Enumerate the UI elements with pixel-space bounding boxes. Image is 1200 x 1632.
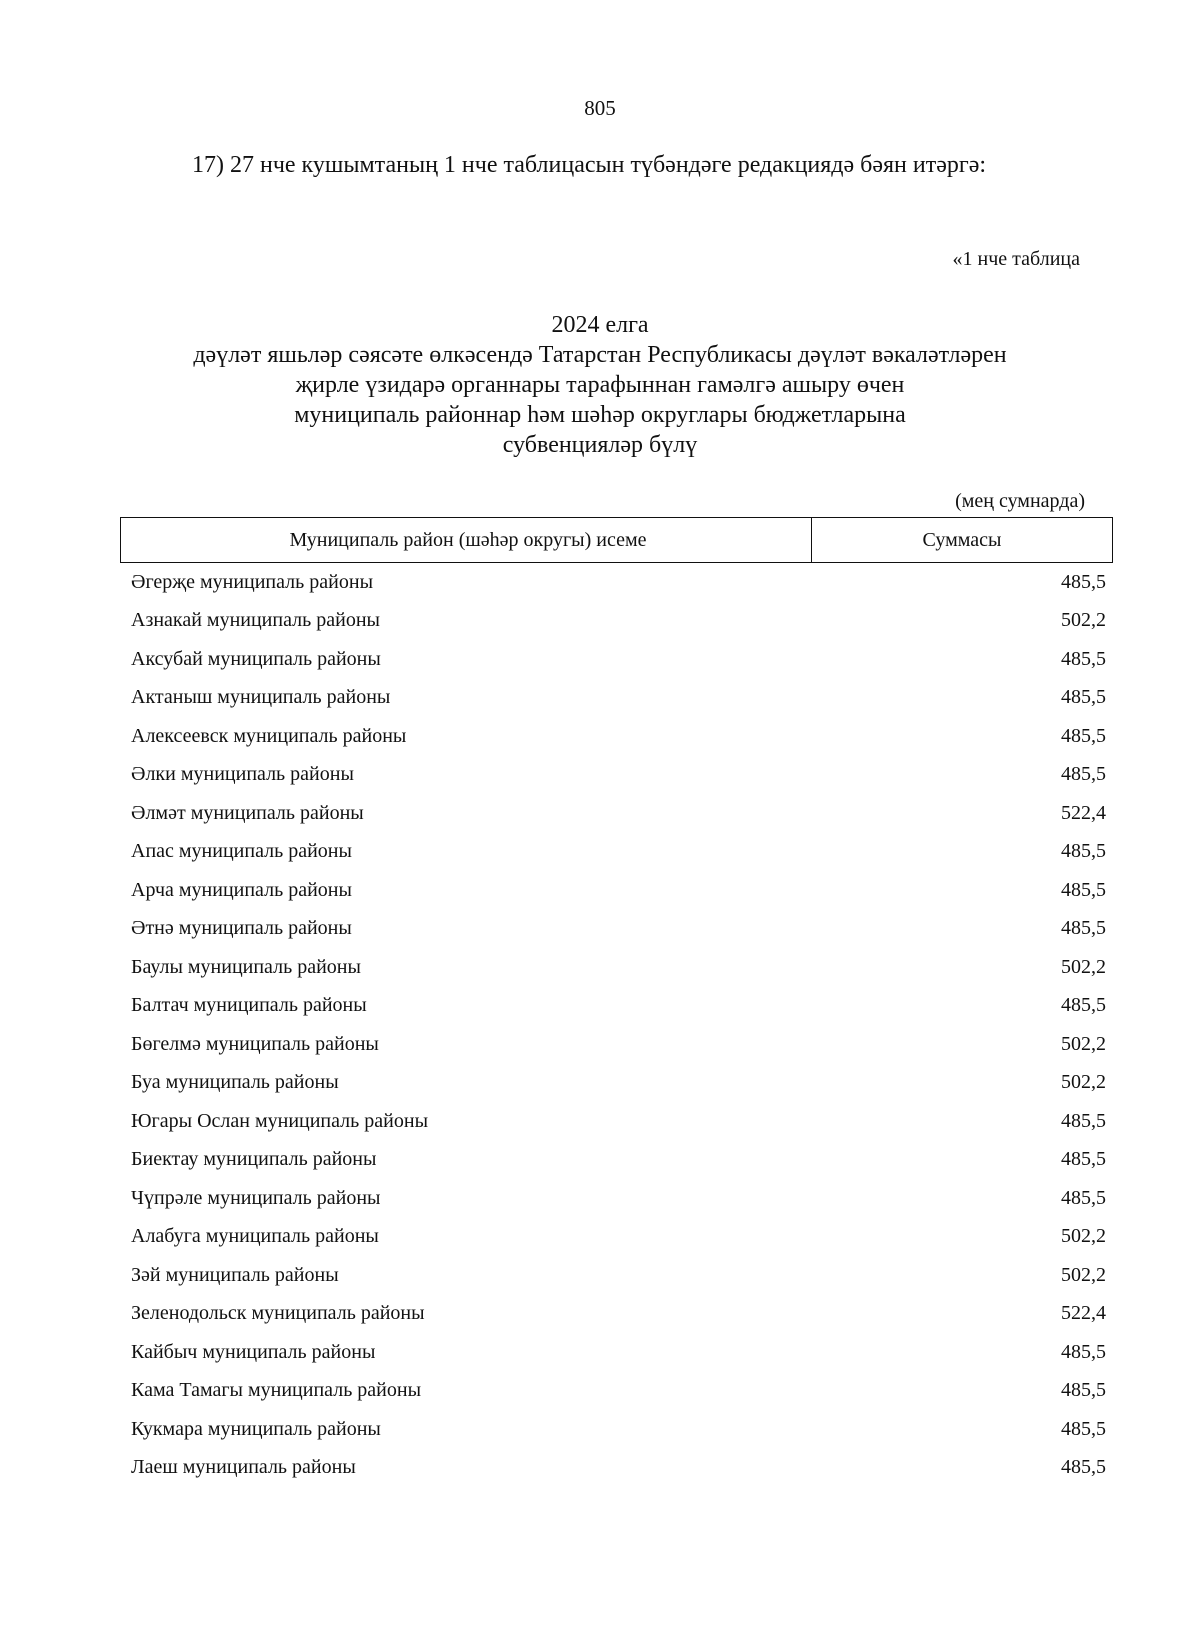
district-name: Актаныш муниципаль районы [131,686,391,709]
district-sum: 485,5 [1061,840,1106,863]
district-name: Әлки муниципаль районы [131,763,354,786]
table-row [131,833,1108,872]
table-row [131,679,1108,718]
district-name: Кайбыч муниципаль районы [131,1340,376,1363]
table-row [131,1256,1108,1295]
district-name: Әгерҗе муниципаль районы [131,570,374,593]
table-row [131,1449,1108,1488]
table-header [120,517,1113,563]
header-name: Муниципаль район (шәһәр округы) исеме [121,518,812,562]
table-row [131,717,1108,756]
district-name: Чүпрәле муниципаль районы [131,1186,381,1209]
district-sum: 502,2 [1061,955,1106,978]
district-name: Кукмара муниципаль районы [131,1417,381,1440]
table-row [131,1064,1108,1103]
table-row [131,563,1108,602]
district-sum: 522,4 [1061,801,1106,824]
district-name: Әлмәт муниципаль районы [131,801,364,824]
district-sum: 522,4 [1061,1302,1106,1325]
district-name: Әтнә муниципаль районы [131,917,352,940]
district-sum: 502,2 [1061,1071,1106,1094]
table-row [131,1025,1108,1064]
district-name: Биектау муниципаль районы [131,1148,377,1171]
district-sum: 485,5 [1061,878,1106,901]
district-name: Алабуга муниципаль районы [131,1225,379,1248]
district-sum: 485,5 [1061,1340,1106,1363]
district-sum: 485,5 [1061,724,1106,747]
table-row [131,1295,1108,1334]
table-title [100,310,1100,460]
table-row [131,1218,1108,1257]
title-line: дәүләт яшьләр сәясәте өлкәсендә Татарстан Республикасы дәүләт вәкаләтләрен [193,342,1007,368]
district-sum: 485,5 [1061,994,1106,1017]
header-sum: Суммасы [922,528,1002,551]
district-name: Бөгелмә муниципаль районы [131,1032,379,1055]
district-sum: 485,5 [1061,1379,1106,1402]
title-line: муниципаль районнар һәм шәһәр округлары бюджетларына [294,402,906,428]
district-name: Балтач муниципаль районы [131,994,367,1017]
district-sum: 485,5 [1061,1148,1106,1171]
district-name: Алексеевск муниципаль районы [131,724,407,747]
district-name: Югары Ослан муниципаль районы [131,1109,429,1132]
district-sum: 485,5 [1061,647,1106,670]
table-row [131,910,1108,949]
units-label: (мең сумнарда) [955,490,1085,512]
title-year: 2024 елга [551,312,649,338]
table-body [131,563,1108,1487]
district-sum: 485,5 [1061,1456,1106,1479]
intro-paragraph: 17) 27 нче кушымтаның 1 нче таблицасын түбәндәге редакциядә бәян итәргә: [192,152,987,178]
district-sum: 485,5 [1061,763,1106,786]
table-row [131,794,1108,833]
table-row [131,602,1108,641]
district-sum: 502,2 [1061,1263,1106,1286]
table-row [131,987,1108,1026]
table-row [131,756,1108,795]
district-name: Аксубай муниципаль районы [131,647,381,670]
district-sum: 485,5 [1061,686,1106,709]
table-row [131,1410,1108,1449]
district-sum: 502,2 [1061,1225,1106,1248]
district-sum: 485,5 [1061,1186,1106,1209]
title-line: җирле үзидарә органнары тарафыннан гамәлгә ашыру өчен [295,372,905,398]
table-row [131,1372,1108,1411]
district-name: Кама Тамагы муниципаль районы [131,1379,422,1402]
district-name: Буа муниципаль районы [131,1071,339,1094]
table-row [131,640,1108,679]
district-sum: 485,5 [1061,1417,1106,1440]
district-name: Азнакай муниципаль районы [131,609,380,632]
district-sum: 485,5 [1061,917,1106,940]
table-row [131,1333,1108,1372]
title-line: субвенцияләр бүлү [502,432,698,458]
district-name: Арча муниципаль районы [131,878,352,901]
district-sum: 485,5 [1061,1109,1106,1132]
page-number: 805 [584,96,616,120]
district-sum: 502,2 [1061,1032,1106,1055]
district-name: Баулы муниципаль районы [131,955,361,978]
table-row [131,1179,1108,1218]
district-sum: 502,2 [1061,609,1106,632]
table-row [131,948,1108,987]
table-reference: «1 нче таблица [952,248,1080,270]
district-sum: 485,5 [1061,570,1106,593]
table-row [131,871,1108,910]
district-name: Апас муниципаль районы [131,840,352,863]
district-name: Зәй муниципаль районы [131,1263,339,1286]
table-row [131,1102,1108,1141]
district-name: Зеленодольск муниципаль районы [131,1302,425,1325]
district-name: Лаеш муниципаль районы [131,1456,356,1479]
table-row [131,1141,1108,1180]
